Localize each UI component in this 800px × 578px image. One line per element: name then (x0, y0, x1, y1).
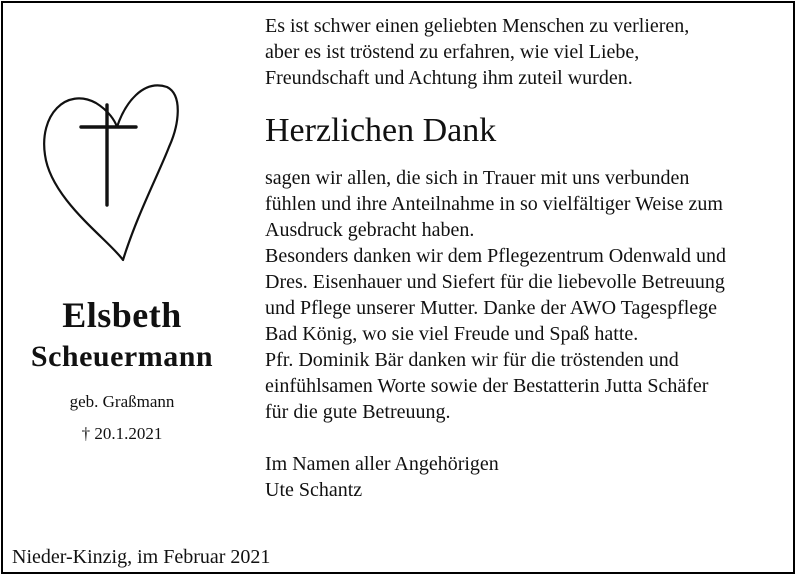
closing-line: Im Namen aller Angehörigen (265, 453, 499, 475)
body-line: Ausdruck gebracht haben. (265, 219, 475, 241)
body-line: fühlen und ihre Anteilnahme in so vielfältiger Weise zum (265, 193, 723, 215)
deceased-first-name: Elsbeth (62, 295, 182, 335)
body-line: und Pflege unserer Mutter. Danke der AWO Tagespflege (265, 297, 718, 319)
heart-with-cross-icon (41, 65, 181, 265)
intro-line: Freundschaft und Achtung ihm zuteil wurden. (265, 67, 633, 89)
body-line: einfühlsamen Worte sowie der Bestatterin Jutta Schäfer (265, 375, 709, 397)
place-date: Nieder-Kinzig, im Februar 2021 (12, 546, 271, 568)
birth-name: geb. Graßmann (69, 392, 175, 411)
message-text (265, 13, 793, 503)
intro-line: aber es ist tröstend zu erfahren, wie viel Liebe, (265, 41, 640, 63)
obituary-notice (1, 1, 795, 574)
body-line: sagen wir allen, die sich in Trauer mit uns verbunden (265, 167, 690, 189)
signature-block (265, 451, 793, 503)
body-line: Bad König, wo sie viel Freude und Spaß hatte. (265, 323, 639, 345)
body-line: Besonders danken wir dem Pflegezentrum Odenwald und (265, 245, 726, 267)
body-line: Pfr. Dominik Bär danken wir für die tröstenden und (265, 349, 679, 371)
thanks-body (265, 165, 793, 425)
intro-line: Es ist schwer einen geliebten Menschen zu verlieren, (265, 15, 690, 37)
thanks-heading: Herzlichen Dank (265, 112, 497, 149)
death-date: † 20.1.2021 (81, 424, 163, 443)
intro-quote (265, 13, 793, 91)
deceased-last-name: Scheuermann (30, 340, 214, 373)
body-line: für die gute Betreuung. (265, 401, 451, 423)
body-line: Dres. Eisenhauer und Siefert für die liebevolle Betreuung (265, 271, 725, 293)
deceased-info (3, 293, 241, 445)
signer-name: Ute Schantz (265, 479, 363, 501)
